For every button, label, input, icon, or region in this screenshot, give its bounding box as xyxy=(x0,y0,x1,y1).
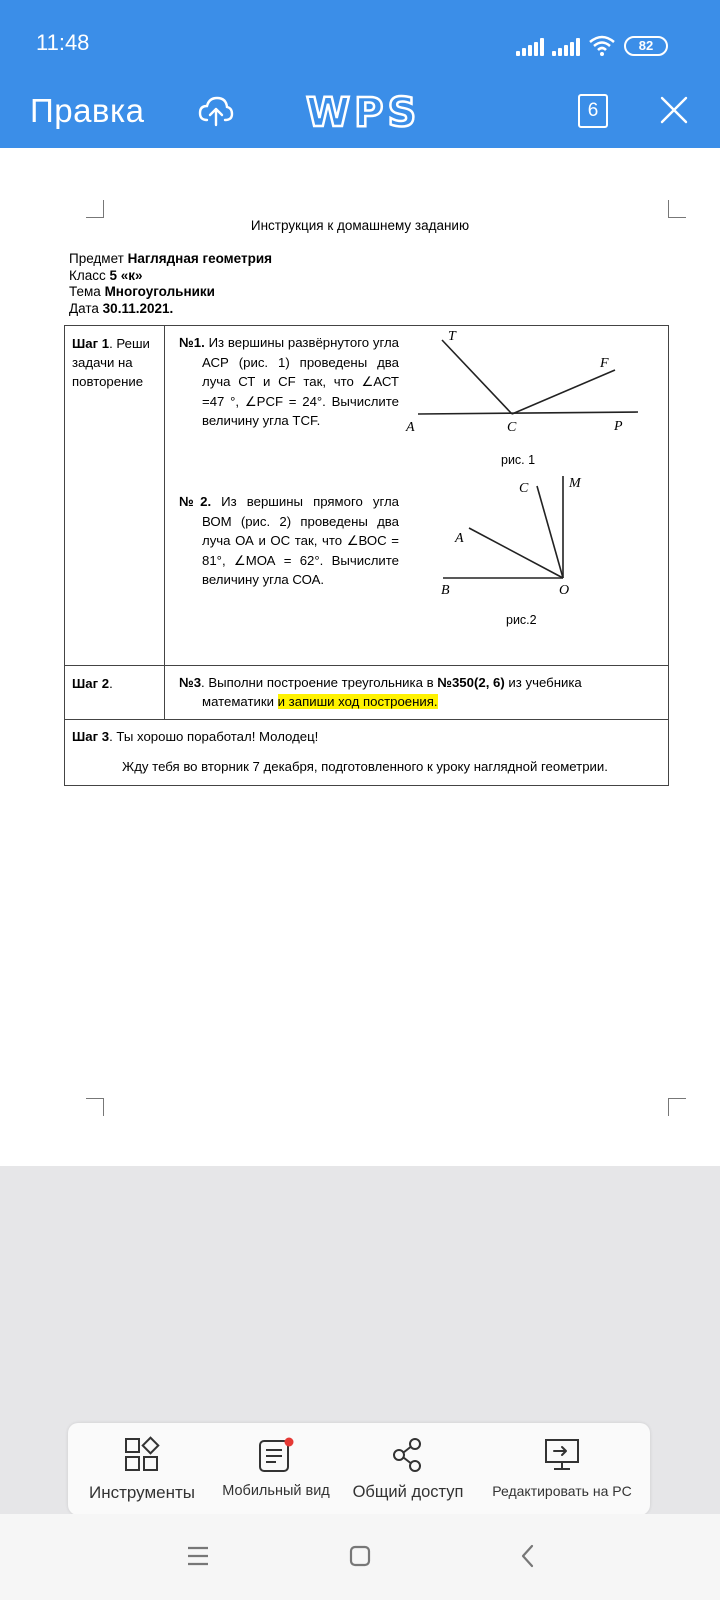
status-bar xyxy=(0,0,720,84)
document-title: Инструкция к домашнему заданию xyxy=(250,218,470,233)
meta-class: Класс 5 «к» xyxy=(69,267,143,283)
fig2-label-c: C xyxy=(519,481,529,496)
table-row xyxy=(65,666,669,720)
menu-icon[interactable] xyxy=(184,1542,212,1570)
back-chevron-icon[interactable] xyxy=(514,1542,542,1570)
figure-2-caption: рис.2 xyxy=(506,613,537,627)
task3-line1: №3. Выполни построение треугольника в №350(2, 6) из учебника xyxy=(179,675,582,690)
task2-text: №2. Из вершины прямого угла ВОМ (рис. 2) проведены два луча ОА и ОС так, что ∠ВОС = 81°, ∠МОА = 62°. Вычислите величину угла СОА. xyxy=(179,494,400,587)
share-icon xyxy=(390,1437,426,1473)
close-icon[interactable] xyxy=(660,96,688,124)
edit-on-pc-button[interactable] xyxy=(474,1423,650,1515)
figure-2 xyxy=(433,474,608,614)
signal-icon-2 xyxy=(552,36,580,56)
instruments-button[interactable] xyxy=(74,1423,210,1515)
wps-logo: WPS xyxy=(306,90,421,136)
document-meta xyxy=(69,251,272,317)
step2-cell: Шаг 2. xyxy=(65,666,165,720)
mobile-view-label: Мобильный вид xyxy=(222,1483,330,1499)
table-row xyxy=(65,720,669,786)
battery-icon: 82 xyxy=(624,36,668,56)
fig1-label-f: F xyxy=(600,356,609,371)
fig2-label-b: B xyxy=(441,583,450,598)
fig1-label-c: C xyxy=(507,420,517,435)
app-bar xyxy=(0,84,720,148)
task1-text: №1. Из вершины развёрнутого угла АСР (рис. 1) проведены два луча СТ и СF так, что ∠АСТ =47 °, ∠PCF = 24°. Вычислите величину угла TCF. xyxy=(179,335,399,428)
page-corner-mark xyxy=(86,200,104,218)
monitor-icon xyxy=(542,1437,582,1473)
fig2-label-m: M xyxy=(569,476,581,491)
homework-table xyxy=(64,325,669,786)
step3-line: Шаг 3. Ты хорошо поработал! Молодец! xyxy=(72,729,319,744)
figure-1-caption: рис. 1 xyxy=(501,453,536,467)
tab-count-button[interactable]: 6 xyxy=(578,94,608,128)
page-corner-mark xyxy=(668,1098,686,1116)
mobile-view-icon xyxy=(256,1437,296,1473)
meta-topic: Тема Многоугольники xyxy=(69,284,215,299)
table-row xyxy=(65,326,669,666)
task3-line2: математики и запиши ход построения. xyxy=(202,694,438,709)
status-icons xyxy=(516,34,668,56)
status-time: 11:48 xyxy=(36,30,90,55)
step1-cell: Шаг 1. Реши задачи на повторение xyxy=(65,326,165,666)
home-square-icon[interactable] xyxy=(346,1542,374,1570)
fig2-label-a: A xyxy=(455,531,464,546)
meta-subject: Предмет Наглядная геометрия xyxy=(69,251,273,266)
edit-button[interactable]: Правка xyxy=(30,92,145,129)
mobile-view-button[interactable] xyxy=(210,1423,342,1515)
wifi-icon xyxy=(588,34,616,56)
tasks-cell xyxy=(165,326,669,666)
edit-on-pc-label: Редактировать на PC xyxy=(492,1483,632,1499)
page-corner-mark xyxy=(86,1098,104,1116)
closing-text: Жду тебя во вторник 7 декабря, подготовленного к уроку наглядной геометрии. xyxy=(122,759,608,774)
task3-cell xyxy=(165,666,669,720)
fig1-label-p: P xyxy=(614,419,623,434)
document-page[interactable] xyxy=(0,148,720,1166)
system-nav-bar xyxy=(0,1514,720,1600)
page-corner-mark xyxy=(668,200,686,218)
fig1-label-a: A xyxy=(406,420,415,435)
grid-tools-icon xyxy=(124,1437,160,1473)
share-label: Общий доступ xyxy=(352,1483,464,1501)
fig1-label-t: T xyxy=(448,329,456,344)
highlighted-text: и запиши ход построения. xyxy=(277,694,438,709)
bottom-toolbar xyxy=(68,1423,650,1515)
notification-dot xyxy=(285,1438,294,1447)
cloud-upload-icon[interactable] xyxy=(198,94,234,128)
figure-1 xyxy=(408,326,648,466)
fig2-label-o: O xyxy=(559,583,570,598)
signal-icon xyxy=(516,36,544,56)
step3-cell xyxy=(65,720,669,786)
meta-date: Дата 30.11.2021. xyxy=(69,300,174,316)
instruments-label: Инструменты xyxy=(88,1483,195,1502)
share-button[interactable] xyxy=(342,1423,474,1515)
